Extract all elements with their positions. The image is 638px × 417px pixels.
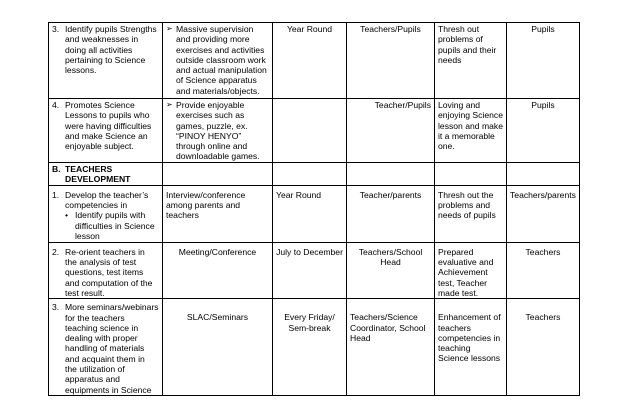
beneficiaries-cell: Teachers — [507, 242, 580, 298]
beneficiaries-cell: Pupils — [507, 99, 580, 163]
activity-cell: Meeting/Conference — [163, 242, 273, 298]
empty-cell — [347, 162, 435, 185]
success-indicator-cell: Loving and enjoying Science lesson and make it a memorable one. — [435, 99, 507, 163]
objective-cell — [49, 299, 163, 396]
table-row — [49, 299, 580, 396]
item-number: 4. — [52, 100, 60, 110]
section-header-cell — [49, 162, 163, 185]
objective-text: Identify pupils Strengths and weaknesses in doing all activities pertaining to Science lessons. — [65, 24, 157, 76]
table-row — [49, 23, 580, 99]
section-title: TEACHERS DEVELOPMENT — [65, 163, 131, 185]
table-row — [49, 242, 580, 298]
objective-text: Re-orient teachers in the analysis of test questions, test items and computation of the test result. — [65, 246, 153, 298]
activity-cell: SLAC/Seminars — [163, 299, 273, 396]
objective-text: More seminars/webinars for the teachers teaching science in dealing with proper handling of materials and acquaint them in the utilization of apparatus and equipments in Science — [65, 302, 159, 395]
section-letter: B. — [52, 163, 61, 174]
beneficiaries-cell: Teachers/parents — [507, 185, 580, 242]
item-number: 2. — [52, 246, 60, 257]
objective-cell — [49, 185, 163, 242]
time-frame-cell: Year Round — [273, 185, 347, 242]
persons-involved-cell: Teachers/Science Coordinator, School Head — [347, 299, 435, 396]
objective-cell — [49, 23, 163, 99]
success-indicator-cell: Enhancement of teachers competencies in teaching Science lessons — [435, 299, 507, 396]
activity-text: Provide enjoyable exercises such as games, puzzle, ex. “PINOY HENYO” through online and downloadable games. — [176, 100, 260, 162]
objective-cell — [49, 99, 163, 163]
success-indicator-cell: Thresh out the problems and needs of pupils — [435, 185, 507, 242]
item-number: 1. — [52, 189, 60, 200]
objective-text: Promotes Science Lessons to pupils who were having difficulties and make Science an enjoyable subject. — [65, 100, 152, 152]
success-indicator-cell: Thresh out problems of pupils and their needs — [435, 23, 507, 99]
activity-cell: Interview/conference among parents and teachers — [163, 185, 273, 242]
table-row — [49, 99, 580, 163]
persons-involved-cell: Teacher/parents — [347, 185, 435, 242]
activity-cell — [163, 99, 273, 163]
section-header-row — [49, 162, 580, 185]
empty-cell — [273, 162, 347, 185]
time-frame-cell: July to December — [273, 242, 347, 298]
empty-cell — [435, 162, 507, 185]
item-number: 3. — [52, 302, 60, 313]
arrow-bullet-icon: ➢ — [166, 100, 173, 109]
persons-involved-cell: Teachers/School Head — [347, 242, 435, 298]
dot-bullet-icon: • — [65, 210, 69, 221]
activity-cell — [163, 23, 273, 99]
arrow-bullet-icon: ➢ — [166, 24, 173, 33]
objective-cell — [49, 242, 163, 298]
item-number: 3. — [52, 24, 60, 34]
time-frame-cell: Every Friday/ Sem-break — [273, 299, 347, 396]
persons-involved-cell: Teacher/Pupils — [347, 99, 435, 163]
table-row — [49, 185, 580, 242]
sub-objective-text: Identify pupils with difficulties in Science lesson — [75, 210, 155, 241]
time-frame-cell: Year Round — [273, 23, 347, 99]
success-indicator-cell: Prepared evaluative and Achievement test, Teacher made test. — [435, 242, 507, 298]
beneficiaries-cell: Pupils — [507, 23, 580, 99]
action-plan-table — [48, 22, 580, 396]
empty-cell — [163, 162, 273, 185]
persons-involved-cell: Teachers/Pupils — [347, 23, 435, 99]
beneficiaries-cell: Teachers — [507, 299, 580, 396]
empty-cell — [507, 162, 580, 185]
activity-text: Massive supervision and providing more exercises and activities outside classroom work and actual manipulation of Science apparatus and materials/objects. — [176, 24, 267, 96]
objective-text: Develop the teacher’s competencies in — [65, 189, 149, 211]
time-frame-cell — [273, 99, 347, 163]
